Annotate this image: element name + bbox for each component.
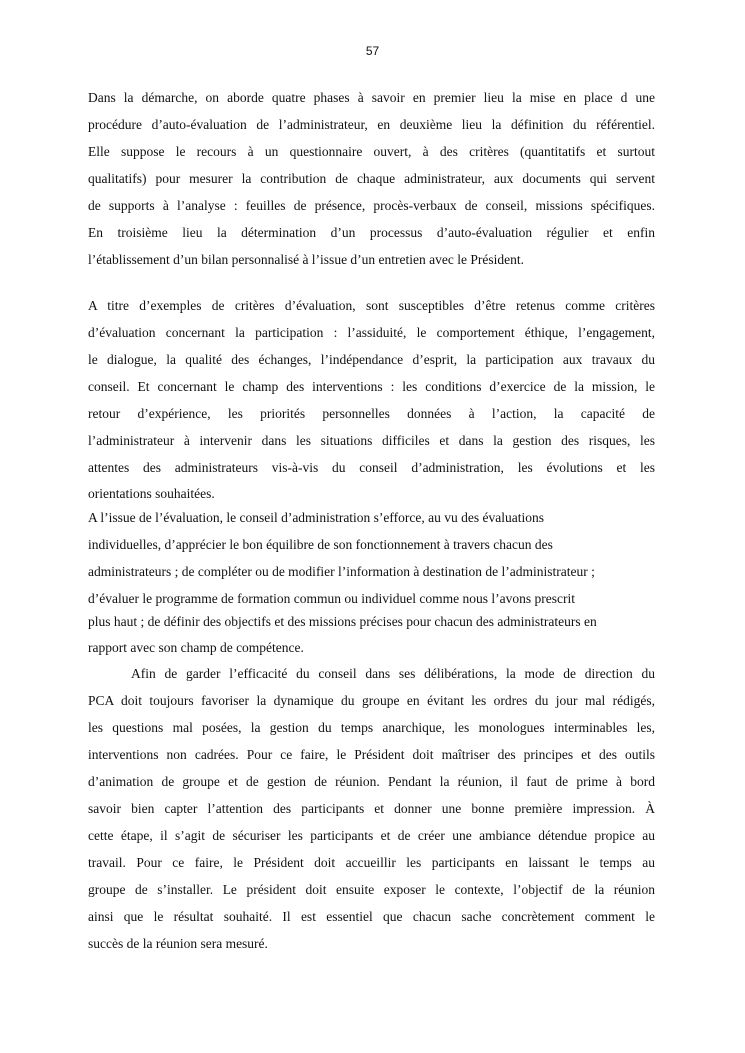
text-line: d’évaluer le programme de formation commun ou individuel comme nous l’avons prescrit	[88, 591, 575, 606]
text-line: conseil. Et concernant le champ des interventions : les conditions d’exercice de la mission, le	[88, 379, 655, 394]
text-line: succès de la réunion sera mesuré.	[88, 936, 268, 951]
text-line: le dialogue, la qualité des échanges, l’indépendance d’esprit, la participation aux travaux du	[88, 352, 655, 367]
text-line: individuelles, d’apprécier le bon équilibre de son fonctionnement à travers chacun des	[88, 537, 553, 552]
text-line: orientations souhaitées.	[88, 486, 215, 501]
text-line: groupe de s’installer. Le président doit ensuite exposer le contexte, l’objectif de la réunion	[88, 882, 655, 897]
text-line: A l’issue de l’évaluation, le conseil d’administration s’efforce, au vu des évaluations	[88, 510, 544, 525]
text-line: Dans la démarche, on aborde quatre phases à savoir en premier lieu la mise en place d une	[88, 90, 655, 105]
text-line: ainsi que le résultat souhaité. Il est essentiel que chacun sache concrètement comment le	[88, 909, 655, 924]
text-line: qualitatifs) pour mesurer la contribution de chaque administrateur, aux documents qui servent	[88, 171, 655, 186]
page-number: 57	[365, 44, 380, 58]
text-line: savoir bien capter l’attention des participants et donner une bonne première impression. À	[88, 801, 655, 816]
text-line: A titre d’exemples de critères d’évaluation, sont susceptibles d’être retenus comme critères	[88, 298, 655, 313]
text-line: cette étape, il s’agit de sécuriser les participants et de créer une ambiance détendue propice au	[88, 828, 655, 843]
text-line: d’évaluation concernant la participation : l’assiduité, le comportement éthique, l’engagement,	[88, 325, 655, 340]
text-line: interventions non cadrées. Pour ce faire, le Président doit maîtriser des principes et des outils	[88, 747, 655, 762]
text-line: d’animation de groupe et de gestion de réunion. Pendant la réunion, il faut de prime à bord	[88, 774, 655, 789]
text-line: de supports à l’analyse : feuilles de présence, procès-verbaux de conseil, missions spécifiques.	[88, 198, 655, 213]
text-line: retour d’expérience, les priorités personnelles données à l’action, la capacité de	[88, 406, 655, 421]
text-line: administrateurs ; de compléter ou de modifier l’information à destination de l’administrateur ;	[88, 564, 595, 579]
text-line: travail. Pour ce faire, le Président doit accueillir les participants en laissant le temps au	[88, 855, 655, 870]
text-line: En troisième lieu la détermination d’un processus d’auto-évaluation régulier et enfin	[88, 225, 655, 240]
text-line: l’administrateur à intervenir dans les situations difficiles et dans la gestion des risques, les	[88, 433, 655, 448]
text-line: les questions mal posées, la gestion du temps anarchique, les monologues interminables les,	[88, 720, 655, 735]
text-line: PCA doit toujours favoriser la dynamique du groupe en évitant les ordres du jour mal rédigés,	[88, 693, 655, 708]
text-line: plus haut ; de définir des objectifs et des missions précises pour chacun des administrateurs en	[88, 614, 597, 629]
text-line: l’établissement d’un bilan personnalisé à l’issue d’un entretien avec le Président.	[88, 252, 524, 267]
text-line: Afin de garder l’efficacité du conseil dans ses délibérations, la mode de direction du	[131, 666, 655, 681]
text-line: Elle suppose le recours à un questionnaire ouvert, à des critères (quantitatifs et surtout	[88, 144, 655, 159]
text-line: procédure d’auto-évaluation de l’administrateur, en deuxième lieu la définition du référentiel.	[88, 117, 655, 132]
text-line: rapport avec son champ de compétence.	[88, 640, 304, 655]
text-line: attentes des administrateurs vis-à-vis du conseil d’administration, les évolutions et les	[88, 460, 655, 475]
